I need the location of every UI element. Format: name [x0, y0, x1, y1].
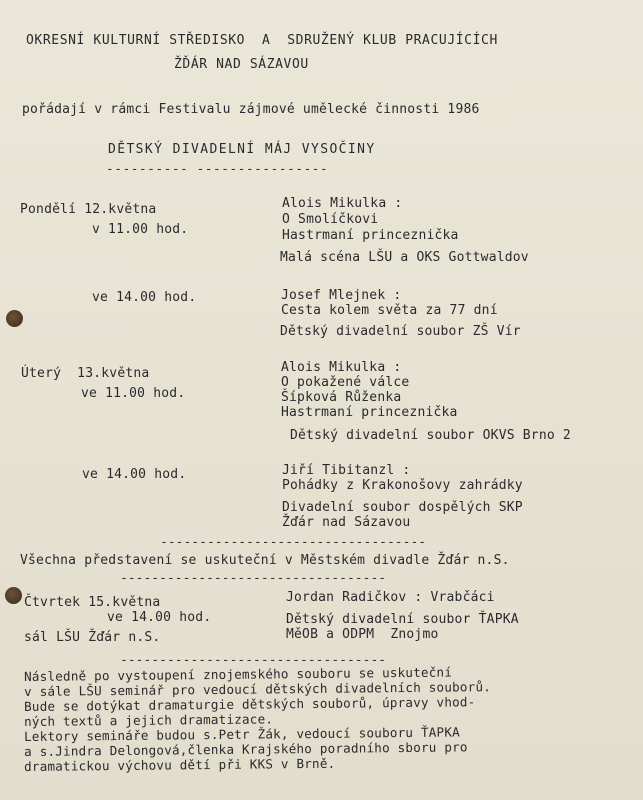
punch-hole-lower — [5, 587, 22, 604]
rule-below-day3: ---------------------------------- — [120, 653, 387, 668]
day2-slot2-ensemble-line-1: Divadelní soubor dospělých SKP — [282, 500, 523, 515]
day1-slot2-ensemble: Dětský divadelní soubor ZŠ Vír — [280, 324, 521, 339]
day2-slot1-author: Alois Mikulka : — [281, 360, 402, 375]
day1-slot1-author: Alois Mikulka : — [282, 196, 403, 211]
day2-date: Úterý 13.května — [21, 366, 150, 381]
day3-ensemble-line-2: MěOB a ODPM Znojmo — [286, 627, 439, 642]
day1-slot1-title-1: O Smolíčkovi — [282, 212, 379, 227]
day3-author-title: Jordan Radičkov : Vrabčáci — [286, 590, 495, 605]
paragraph-line: v sále LŠU seminář pro vedoucí dětských divadelních souborů. — [24, 679, 492, 699]
punch-hole-upper — [6, 310, 23, 327]
day2-slot1-time: ve 11.00 hod. — [81, 386, 186, 401]
day2-slot2-time: ve 14.00 hod. — [82, 467, 187, 482]
day1-slot2-author: Josef Mlejnek : — [281, 288, 402, 303]
day2-slot1-title-3: Hastrmaní princeznička — [281, 405, 458, 420]
day2-slot2-ensemble-line-2: Žďár nad Sázavou — [282, 515, 411, 530]
day2-slot1-ensemble: Dětský divadelní soubor OKVS Brno 2 — [290, 428, 571, 443]
title-underline: ---------- ---------------- — [106, 162, 329, 177]
festival-title: DĚTSKÝ DIVADELNÍ MÁJ VYSOČINY — [108, 142, 376, 157]
day3-date: Čtvrtek 15.května — [24, 595, 161, 610]
paragraph-line: ných textů a jejich dramatizace. — [24, 711, 274, 729]
day1-slot1-title-2: Hastrmaní princeznička — [282, 228, 459, 243]
day3-time: ve 14.00 hod. — [107, 610, 212, 625]
day1-slot2-title-1: Cesta kolem světa za 77 dní — [281, 303, 498, 318]
day2-slot2-title-1: Pohádky z Krakonošovy zahrádky — [282, 478, 523, 493]
day1-date: Pondělí 12.května — [20, 202, 157, 217]
rule-below-venue-note: ---------------------------------- — [120, 571, 387, 586]
day2-slot1-title-1: O pokažené válce — [281, 375, 410, 390]
day1-slot1-ensemble: Malá scéna LŠU a OKS Gottwaldov — [280, 250, 529, 265]
paragraph-line: a s.Jindra Delongová,členka Krajského poradního sboru pro — [24, 739, 468, 759]
paragraph-line: dramatickou výchovu dětí při KKS v Brně. — [24, 755, 336, 774]
day1-slot2-time: ve 14.00 hod. — [92, 290, 197, 305]
paragraph-line: Lektory semináře budou s.Petr Žák, vedoucí souboru ŤAPKA — [24, 724, 460, 744]
day3-place: sál LŠU Žďár n.S. — [24, 630, 161, 645]
festival-line: pořádají v rámci Festivalu zájmové umělecké činnosti 1986 — [22, 102, 480, 117]
day2-slot2-author: Jiří Tibitanzl : — [282, 463, 411, 478]
rule-above-venue-note: ---------------------------------- — [160, 535, 427, 550]
day1-slot1-time: v 11.00 hod. — [92, 222, 189, 237]
organizer-line-2: ŽĎÁR NAD SÁZAVOU — [174, 57, 309, 72]
day2-slot1-title-2: Šípková Růženka — [281, 390, 402, 405]
day3-ensemble-line-1: Dětský divadelní soubor ŤAPKA — [286, 612, 519, 627]
venue-note: Všechna představení se uskuteční v Městském divadle Žďár n.S. — [20, 553, 510, 568]
paragraph-line: Následně po vystoupení znojemského souboru se uskuteční — [24, 664, 453, 684]
organizer-line-1: OKRESNÍ KULTURNÍ STŘEDISKO A SDRUŽENÝ KLUB PRACUJÍCÍCH — [26, 33, 498, 48]
paragraph-line: Bude se dotýkat dramaturgie dětských souborů, úpravy vhod- — [24, 694, 476, 714]
